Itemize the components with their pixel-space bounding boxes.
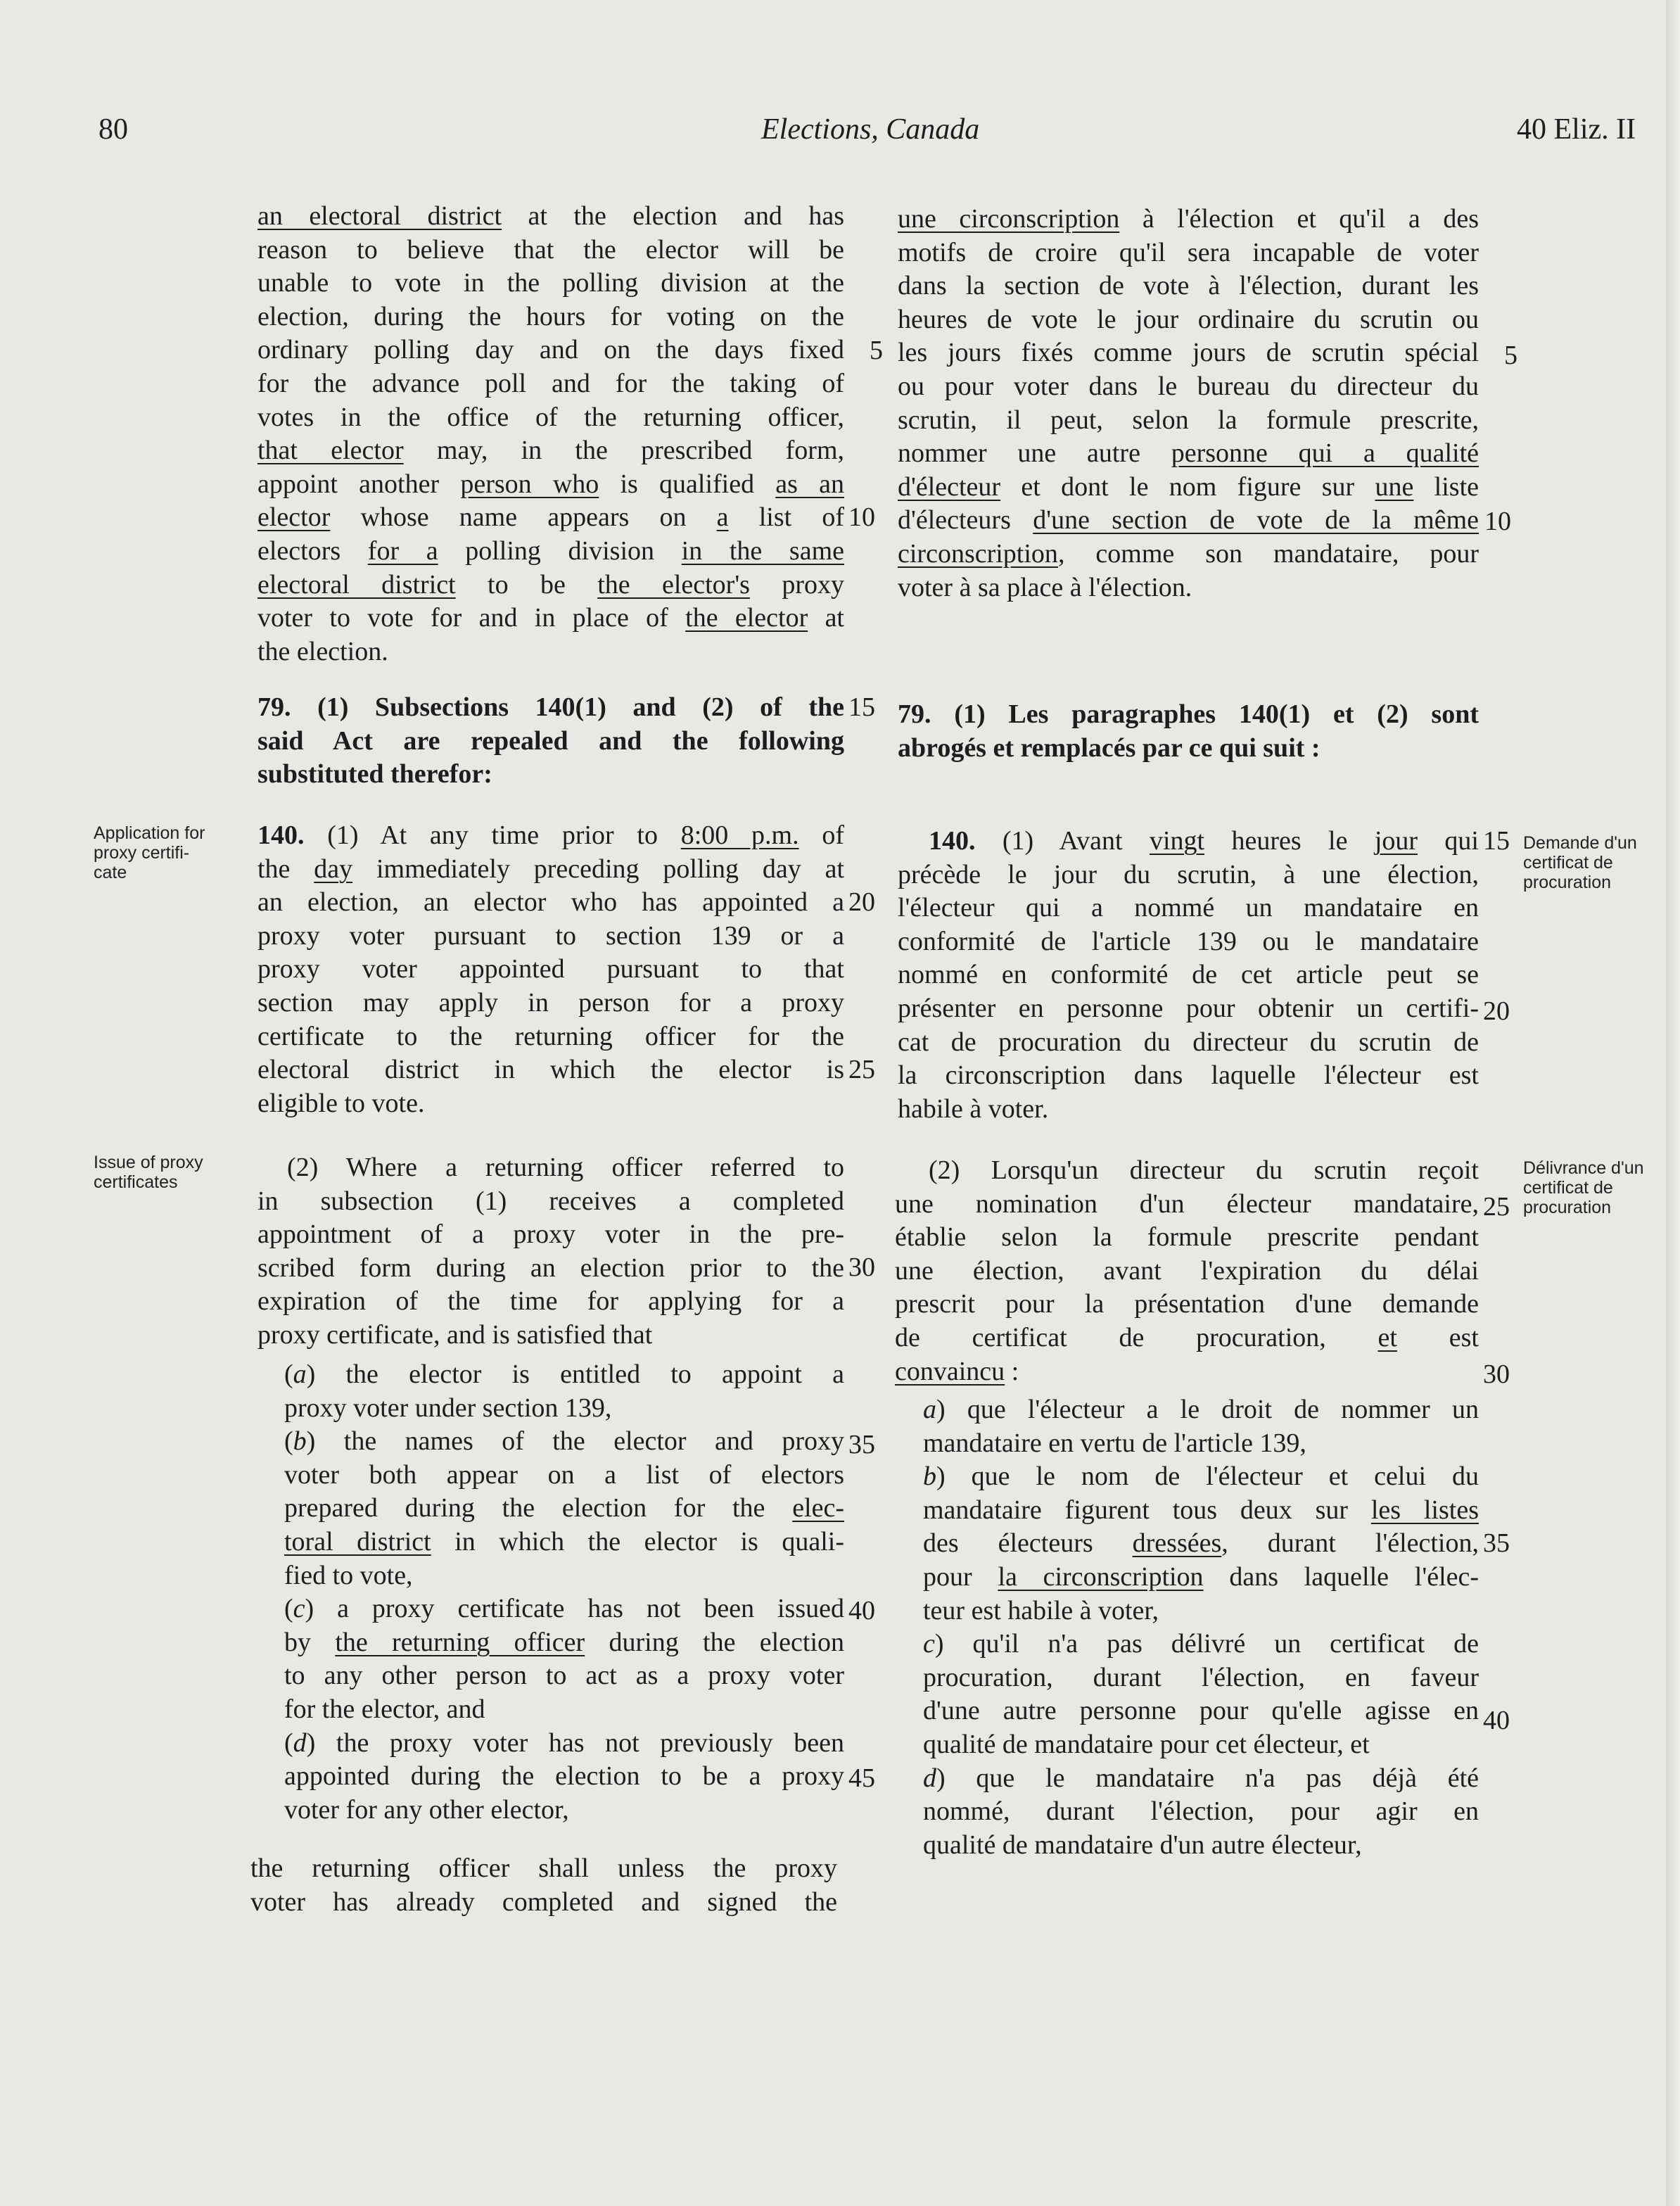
list-item: (d) the proxy voter has not previously been [284, 1728, 844, 1758]
sidenote-issue-proxy-certificates: Issue of proxy certificates [94, 1153, 203, 1192]
line-number: 20 [848, 887, 875, 917]
sidenote-demande-certificat: Demande d'un certificat de procuration [1523, 833, 1637, 892]
line-number: 15 [848, 692, 875, 722]
english-subsection-140-2: (2) Where a returning officer referred to in subsection (1) receives a completed appointment of a proxy voter in the pre- scribed form during an election prior to the expiration of the time for applying for a proxy certificate, and is satisfied that [257, 1153, 844, 1350]
line-number: 5 [870, 336, 883, 365]
sidenote-application-proxy-certificate: Application for proxy certifi- cate [94, 823, 205, 882]
page-edge-shadow [1666, 0, 1680, 2206]
english-conditions-list: (a) the elector is entitled to appoint a proxy voter under section 139, (b) the names of the elector and proxy voter both appear on a list of electors prepared during the election for the elec- toral district in which the elector is quali- fied to vote, (c) a proxy certificate has not been issued by the returning officer during the election to any other person to act as a proxy voter for the elector, and (d) the proxy voter has not previously been appointed during the election to be a proxy voter for any other elector, [284, 1359, 845, 1825]
line-number: 35 [1483, 1528, 1510, 1558]
english-subsection-140-1: 140. (1) At any time prior to 8:00 p.m. of the day immediately preceding polling day at an election, an elector who has appointed a proxy voter pursuant to section 139 or a proxy voter appointed pursuant to that section may apply in person for a proxy certificate to the returning officer for the electoral district in which the elector is eligible to vote. [257, 820, 844, 1118]
line-number: 35 [848, 1430, 875, 1459]
list-item: (b) the names of the elector and proxy [284, 1426, 844, 1457]
list-item: b) que le nom de l'électeur et celui du [923, 1462, 1479, 1492]
line-number: 25 [848, 1055, 875, 1084]
page-number: 80 [98, 113, 128, 146]
sidenote-delivrance-certificat: Délivrance d'un certificat de procuration [1523, 1158, 1644, 1217]
english-para-proxy-appointment: an electoral district at the election and has reason to believe that the elector will be unable to vote in the polling division at the election, during the hours for voting on the ordinary polling day and on the days fixed for the advance poll and for the taking of votes in the office of the returning officer, that elector may, in the prescribed form, appoint another person who is qualified as an elector whose name appears on a list of electors for a polling division in the same electoral district to be the elector's proxy voter to vote for and in place of the elector at the election. [257, 201, 845, 666]
line-number: 40 [1483, 1706, 1510, 1735]
line-number: 25 [1483, 1192, 1510, 1222]
french-section-79-heading: 79. (1) Les paragraphes 140(1) et (2) sont abrogés et remplacés par ce qui suit : [898, 699, 1479, 763]
english-closing: the returning officer shall unless the proxy voter has already completed and signed the [250, 1853, 837, 1917]
list-item: d) que le mandataire n'a pas déjà été [923, 1763, 1479, 1793]
line-number: 15 [1483, 826, 1510, 856]
french-para-nomination-mandataire: une circonscription à l'élection et qu'il a des motifs de croire qu'il sera incapable de voter dans la section de vote à l'élection, durant les heures de vote le jour ordinaire du scrutin ou les jours fixés comme jours de scrutin spécial ou pour voter dans le bureau du directeur du scrutin, il peut, selon la formule prescrite, nommer une autre personne qui a qualité d'électeur et dont le nom figure sur une liste d'électeurs d'une section de vote de la même circonscription, comme son mandataire, pour voter à sa place à l'élection. [898, 204, 1479, 602]
line-number: 30 [1483, 1359, 1510, 1389]
list-item: c) qu'il n'a pas délivré un certificat de [923, 1629, 1479, 1659]
line-number: 10 [1484, 507, 1511, 536]
english-section-79-heading: 79. (1) Subsections 140(1) and (2) of the said Act are repealed and the following substituted therefor: [257, 692, 844, 790]
list-item: (c) a proxy certificate has not been issued [284, 1594, 844, 1624]
running-title: Elections, Canada [761, 113, 980, 146]
line-number: 10 [848, 502, 875, 532]
list-item: a) que l'électeur a le droit de nommer un [923, 1395, 1479, 1424]
regnal-year: 40 Eliz. II [1517, 113, 1636, 146]
french-paragraphe-140-1: 140. (1) Avant vingt heures le jour qui précède le jour du scrutin, à une élection, l'électeur qui a nommé un mandataire en conformité de l'article 139 ou le mandataire nommé en conformité de cet article peut se présenter en personne pour obtenir un certifi- cat de procuration du directeur du scrutin de la circonscription dans laquelle l'électeur est habile à voter. [898, 826, 1479, 1124]
list-item: (a) the elector is entitled to appoint a [284, 1359, 844, 1389]
line-number: 5 [1504, 341, 1517, 370]
line-number: 20 [1483, 996, 1510, 1026]
french-paragraphe-140-2: (2) Lorsqu'un directeur du scrutin reçoit une nomination d'un électeur mandataire, établie selon la formule prescrite pendant une élection, avant l'expiration du délai prescrit pour la présentation d'une demande de certificat de procuration, et est convaincu : [895, 1155, 1479, 1386]
line-number: 40 [848, 1596, 875, 1625]
line-number: 45 [848, 1763, 875, 1793]
french-conditions-list: a) que l'électeur a le droit de nommer un mandataire en vertu de l'article 139, b) que le nom de l'électeur et celui du mandataire figurent tous deux sur les listes des électeurs dressées, durant l'élection, pour la circonscription dans laquelle l'élec- teur est habile à voter, c) qu'il n'a pas délivré un certificat de procuration, durant l'élection, en faveur d'une autre personne pour qu'elle agisse en qualité de mandataire pour cet électeur, et d) que le mandataire n'a pas déjà été nommé, durant l'élection, pour agir en qualité de mandataire d'un autre électeur, [923, 1395, 1479, 1860]
line-number: 30 [848, 1253, 875, 1282]
